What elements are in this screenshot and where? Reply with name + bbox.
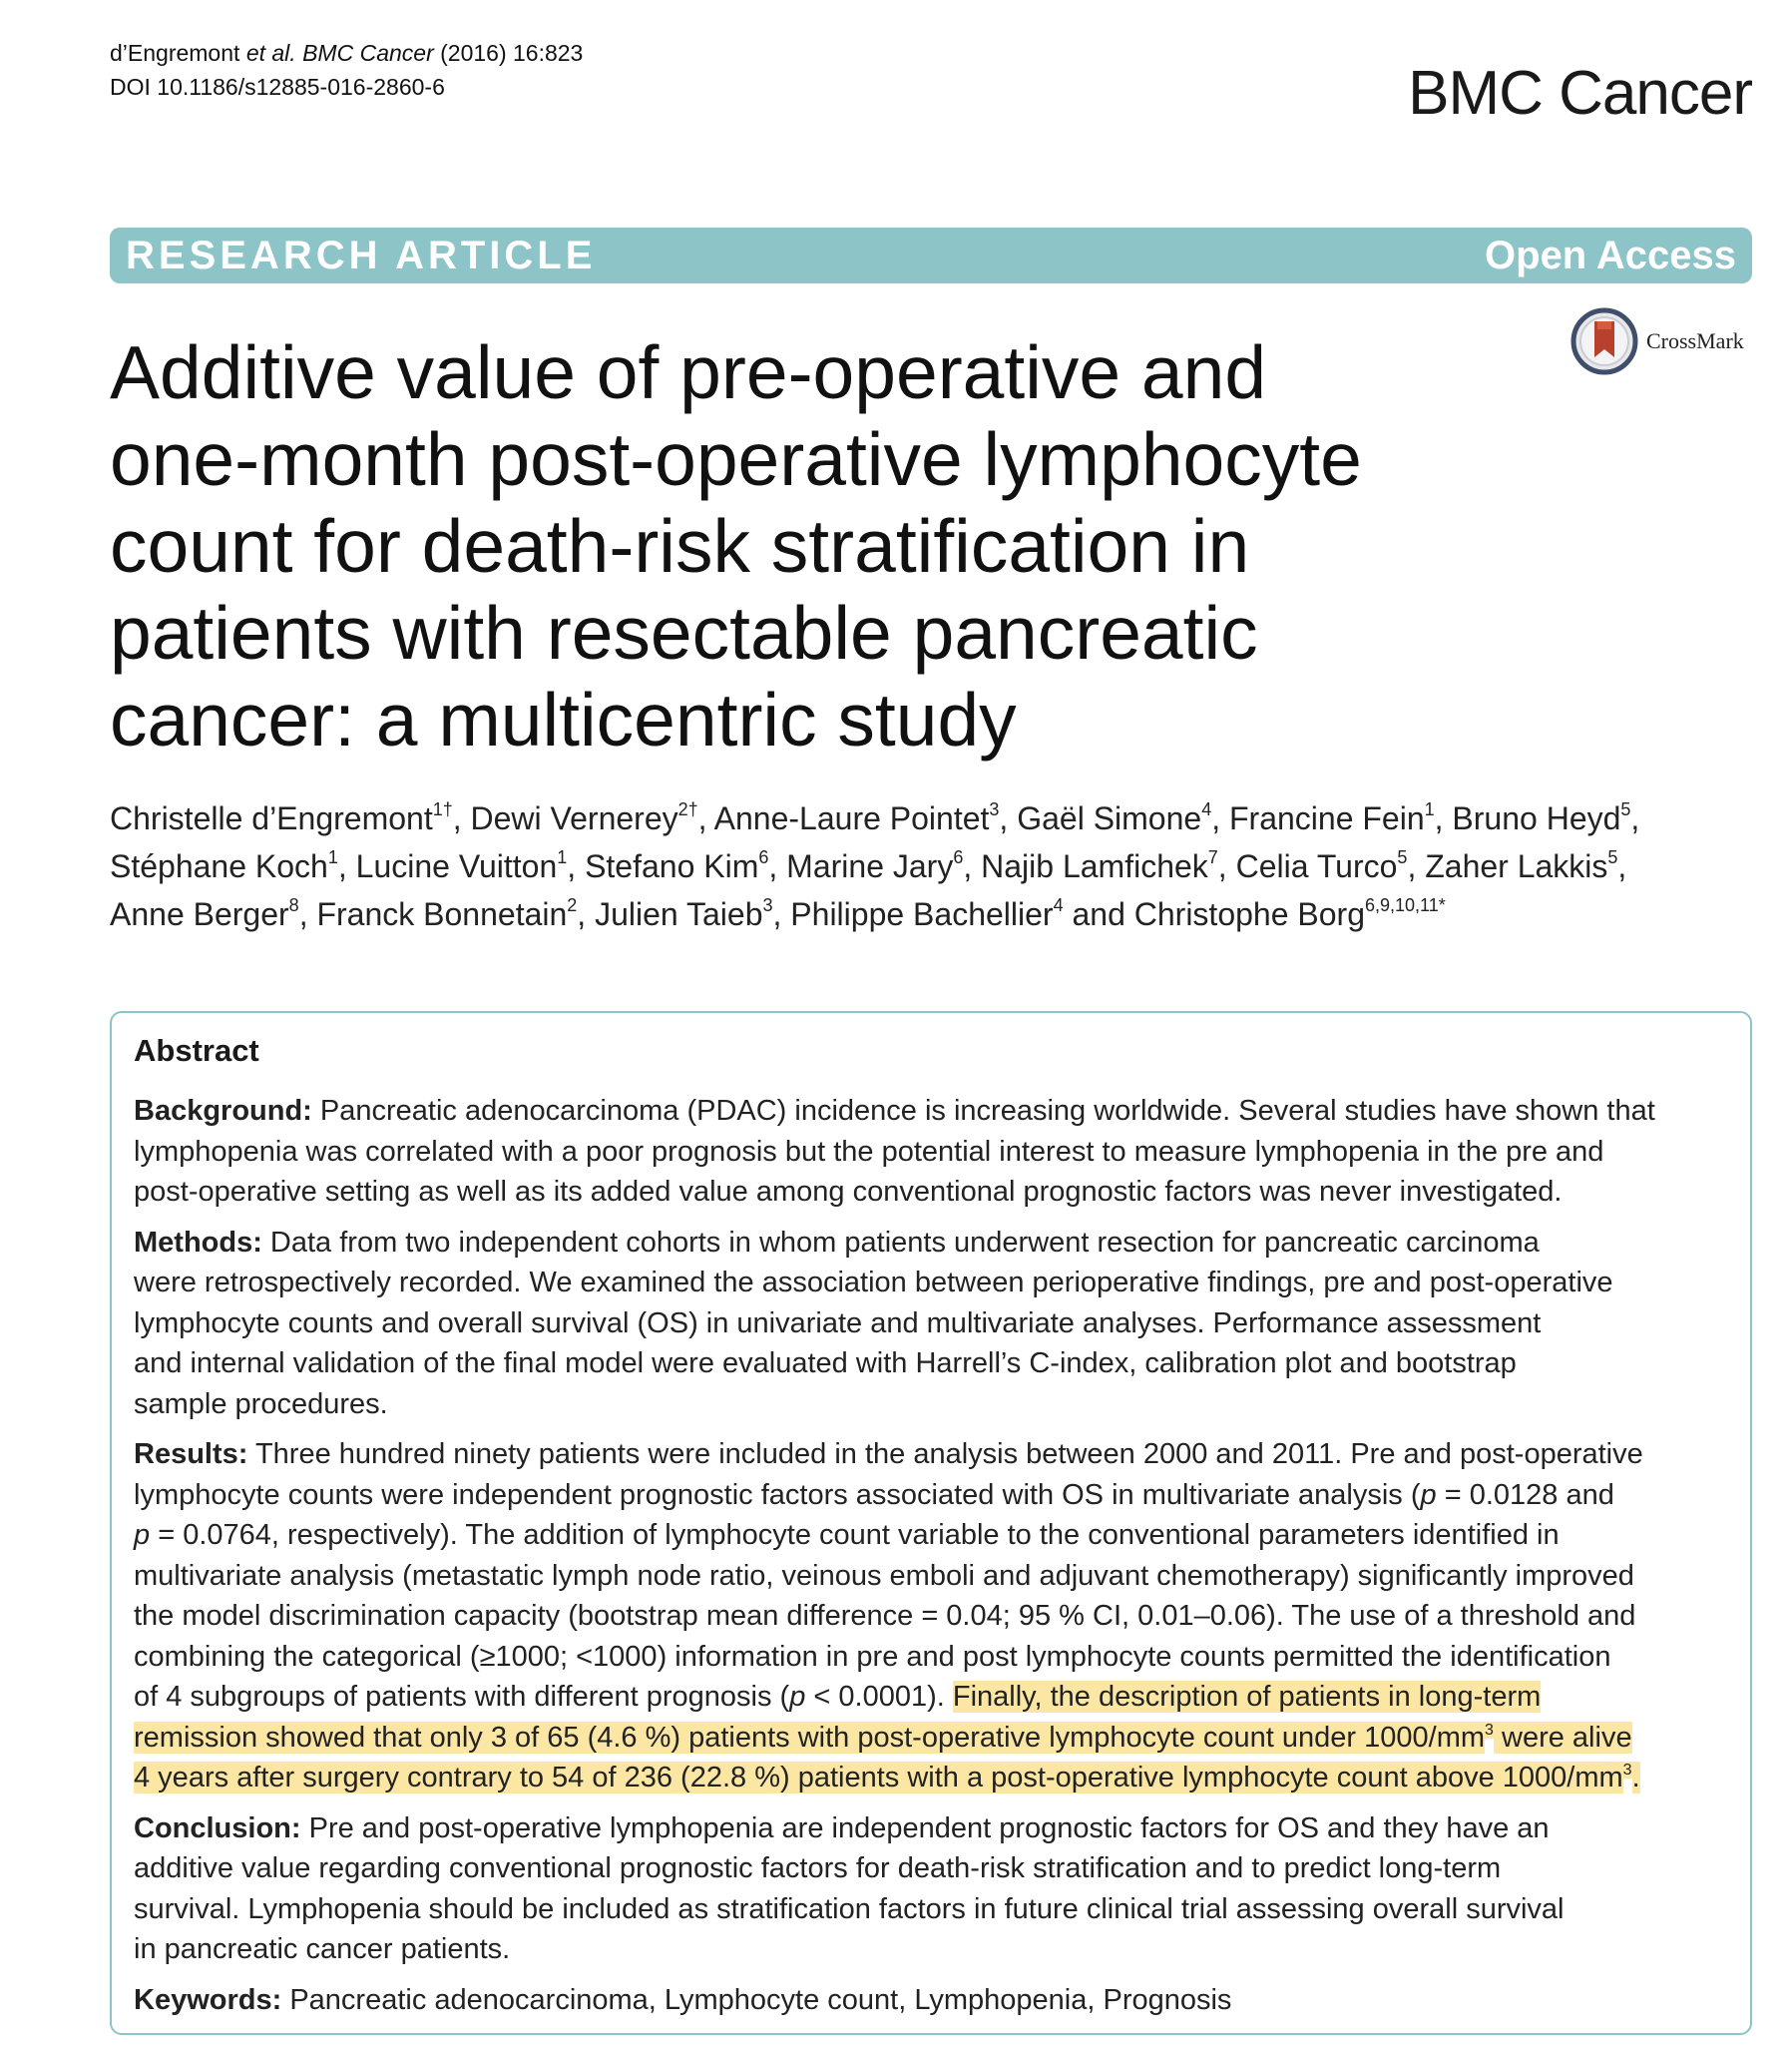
author-name[interactable]: Anne Berger	[110, 896, 289, 932]
highlighted-text[interactable]: were alive	[1493, 1721, 1632, 1754]
title-line: patients with resectable pancreatic	[110, 591, 1258, 675]
author-name[interactable]: , Dewi Vernerey	[452, 800, 678, 836]
text-line: post-operative setting as well as its added value among conventional prognostic factors was never investigated.	[134, 1176, 1563, 1208]
author-affiliation: 8	[288, 895, 299, 915]
author-affiliation: 1	[1424, 799, 1435, 819]
author-name[interactable]: , Stefano Kim	[567, 848, 759, 884]
text-fragment: = 0.0128 and	[1436, 1478, 1614, 1511]
title-line: count for death-risk stratification in	[110, 504, 1250, 588]
author-line	[110, 842, 1746, 890]
abstract-conclusion	[134, 1808, 1728, 1970]
author-name[interactable]: , Franck Bonnetain	[298, 896, 568, 932]
author-affiliation: 3	[989, 799, 1000, 819]
journal-logo: BMC Cancer	[1408, 59, 1752, 128]
abstract-box	[110, 1011, 1752, 2035]
doi[interactable]: DOI 10.1186/s12885-016-2860-6	[110, 74, 445, 100]
author-affiliation: 4	[1053, 895, 1064, 915]
author-affiliation: 1	[557, 847, 568, 867]
text-line: survival. Lymphopenia should be included as stratification factors in future clinical trial assessing overall survival	[134, 1892, 1565, 1925]
text-line: additive value regarding conventional prognostic factors for death-risk stratification and to predict long-term	[134, 1852, 1502, 1884]
text-line: and internal validation of the final model were evaluated with Harrell’s C-index, calibration plot and bootstrap	[134, 1347, 1517, 1379]
text-line	[134, 1808, 1728, 1849]
text-line: lymphocyte counts and overall survival (OS) in univariate and multivariate analyses. Performance assessment	[134, 1306, 1542, 1339]
section-label: Methods:	[134, 1226, 262, 1259]
text-fragment: = 0.0764, respectively). The addition of lymphocyte count variable to the conventional parameters identified in	[150, 1519, 1560, 1551]
text-line	[134, 1091, 1728, 1132]
title-line: Additive value of pre-operative and	[110, 330, 1267, 414]
text-line	[134, 1475, 1728, 1516]
citation-journal: BMC Cancer	[302, 40, 434, 66]
open-access-label: Open Access	[1485, 233, 1736, 277]
author-name[interactable]: , Najib Lamfichek	[963, 848, 1208, 884]
author-affiliation: 5	[1397, 847, 1408, 867]
p-symbol: p	[1420, 1478, 1437, 1511]
abstract-keywords	[134, 1980, 1728, 2021]
text-fragment: Pre and post-operative lymphopenia are independent prognostic factors for OS and they have an	[300, 1811, 1550, 1844]
text-line	[134, 1434, 1728, 1475]
author-name[interactable]: , Zaher Lakkis	[1407, 848, 1608, 884]
superscript: 3	[1622, 1762, 1632, 1779]
highlighted-text[interactable]: remission showed that only 3 of 65 (4.6 %) patients with post-operative lymphocyte count under 1000/mm	[134, 1721, 1486, 1754]
article-type-label: RESEARCH ARTICLE	[126, 233, 597, 277]
author-affiliation: 6,9,10,11*	[1364, 895, 1446, 915]
abstract-results	[134, 1434, 1728, 1798]
author-name[interactable]: , Francine Fein	[1211, 800, 1425, 836]
abstract-heading: Abstract	[134, 1033, 259, 1068]
title-line: one-month post-operative lymphocyte	[110, 417, 1362, 501]
section-label: Background:	[134, 1095, 312, 1127]
author-affiliation: 4	[1201, 799, 1212, 819]
citation-year-volume: (2016) 16:823	[440, 40, 584, 66]
text-line: the model discrimination capacity (bootstrap mean difference = 0.04; 95 % CI, 0.01–0.06). The use of a threshold and	[134, 1600, 1636, 1632]
abstract-background	[134, 1091, 1728, 1213]
superscript: 3	[1485, 1721, 1494, 1739]
text-line: lymphopenia was correlated with a poor prognosis but the potential interest to measure lymphopenia in the pre and	[134, 1135, 1604, 1168]
author-affiliation: 5	[1607, 847, 1618, 867]
author-line	[110, 890, 1746, 938]
citation-author: d’Engremont	[110, 40, 240, 66]
author-name[interactable]: Christelle d’Engremont	[110, 800, 433, 836]
section-label: Results:	[134, 1438, 248, 1470]
text-line: in pancreatic cancer patients.	[134, 1933, 511, 1965]
text-line	[134, 1758, 1728, 1798]
text-line: combining the categorical (≥1000; <1000) information in pre and post lymphocyte counts permitted the identification	[134, 1640, 1611, 1673]
text-fragment: lymphocyte counts were independent prognostic factors associated with OS in multivariate analysis (	[134, 1478, 1421, 1511]
author-affiliation: 6	[953, 847, 964, 867]
author-name[interactable]: , Marine Jary	[768, 848, 954, 884]
text-line: multivariate analysis (metastatic lymph node ratio, veinous emboli and adjuvant chemotherapy) significantly improved	[134, 1559, 1634, 1592]
text-line	[134, 1515, 1728, 1556]
author-line	[110, 794, 1746, 842]
p-symbol: p	[789, 1681, 806, 1713]
author-affiliation: 3	[762, 895, 773, 915]
author-affiliation: 7	[1207, 847, 1218, 867]
crossmark-label: CrossMark	[1646, 328, 1744, 353]
keyword-list: Pancreatic adenocarcinoma, Lymphocyte count, Lymphopenia, Prognosis	[281, 1983, 1232, 2016]
highlighted-text[interactable]: Finally, the description of patients in long-term	[952, 1681, 1542, 1713]
citation-etal: et al.	[245, 40, 296, 66]
text-line	[134, 1980, 1728, 2021]
text-line	[134, 1677, 1728, 1718]
section-label: Conclusion:	[134, 1811, 301, 1844]
author-name[interactable]: , Lucine Vuitton	[337, 848, 558, 884]
author-separator: ,	[1630, 800, 1640, 836]
page-header	[110, 36, 1752, 126]
author-name[interactable]: and Christophe Borg	[1063, 896, 1365, 932]
title-line: cancer: a multicentric study	[110, 678, 1017, 762]
text-fragment: Three hundred ninety patients were included in the analysis between 2000 and 2011. Pre and post-operative	[247, 1438, 1643, 1470]
crossmark-icon	[1570, 307, 1638, 375]
author-affiliation: 1	[327, 847, 338, 867]
text-line	[134, 1223, 1728, 1264]
text-line	[134, 1718, 1728, 1759]
author-name[interactable]: , Celia Turco	[1217, 848, 1398, 884]
author-name[interactable]: Stéphane Koch	[110, 848, 328, 884]
article-type-banner	[110, 228, 1752, 283]
text-fragment: Data from two independent cohorts in whom patients underwent resection for pancreatic carcinoma	[261, 1226, 1540, 1259]
text-line: were retrospectively recorded. We examined the association between perioperative findings, pre and post-operative	[134, 1267, 1613, 1298]
abstract-methods	[134, 1223, 1728, 1425]
author-affiliation: 5	[1620, 799, 1631, 819]
author-name[interactable]: , Gaël Simone	[999, 800, 1202, 836]
text-fragment: of 4 subgroups of patients with different prognosis (	[134, 1681, 790, 1713]
author-affiliation: 2†	[677, 799, 698, 819]
crossmark-badge[interactable]	[1570, 305, 1744, 377]
author-name[interactable]: , Anne-Laure Pointet	[697, 800, 990, 836]
author-affiliation: 2	[567, 895, 578, 915]
article-title	[110, 329, 1407, 764]
author-list	[110, 794, 1746, 938]
author-name[interactable]: , Julien Taieb	[577, 896, 763, 932]
author-affiliation: 6	[758, 847, 769, 867]
section-label: Keywords:	[134, 1983, 282, 2016]
text-line: sample procedures.	[134, 1387, 388, 1420]
author-name[interactable]: , Bruno Heyd	[1434, 800, 1621, 836]
text-fragment: < 0.0001).	[805, 1681, 953, 1713]
highlighted-text[interactable]: .	[1631, 1762, 1640, 1793]
highlighted-text[interactable]: 4 years after surgery contrary to 54 of 236 (22.8 %) patients with a post-operative lymphocyte count above 1000/mm	[134, 1762, 1623, 1793]
author-separator: ,	[1617, 848, 1627, 884]
p-symbol: p	[134, 1519, 151, 1551]
author-affiliation: 1†	[432, 799, 453, 819]
author-name[interactable]: , Philippe Bachellier	[772, 896, 1054, 932]
text-fragment: Pancreatic adenocarcinoma (PDAC) incidence is increasing worldwide. Several studies have shown that	[311, 1095, 1655, 1127]
